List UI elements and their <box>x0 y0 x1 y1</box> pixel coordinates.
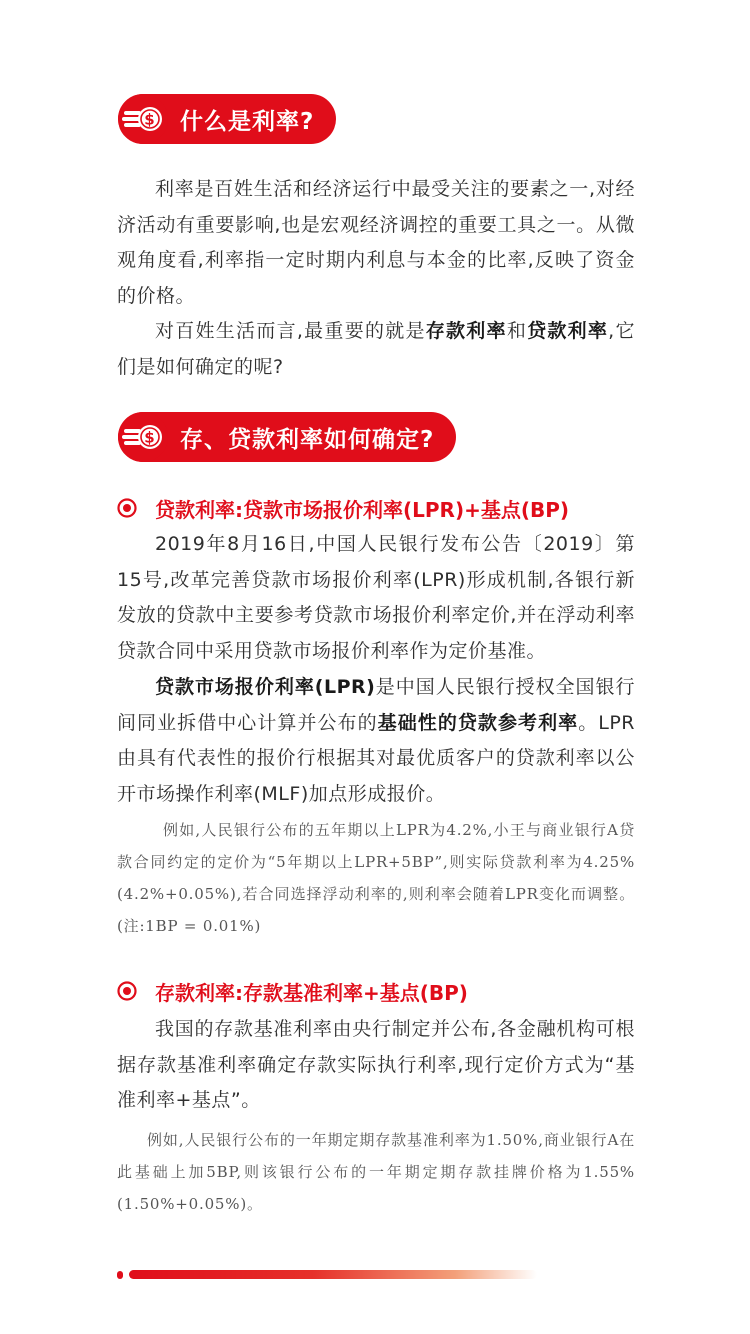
text-segment: 和 <box>506 320 528 342</box>
deposit-example-paragraph: 例如,人民银行公布的一年期定期存款基准利率为1.50%,商业银行A在此基础上加5BP,则该银行公布的一年期定期存款挂牌价格为1.55%(1.50%+0.05%)。 <box>117 1131 635 1213</box>
footer-dot <box>117 1271 123 1279</box>
section-header-how-determined <box>118 412 456 462</box>
loan-rate-heading <box>117 493 569 523</box>
text-segment: 。LPR由具有代表性的报价行根据其对最优质客户的贷款利率以公开市场操作利率(MLF)加点形成报价。 <box>117 711 635 805</box>
base-rate-term: 基础性的贷款参考利率 <box>377 711 579 734</box>
svg-text:$: $ <box>144 428 156 447</box>
section-header-what-is-rate <box>118 94 336 144</box>
deposit-rate-term: 存款利率 <box>425 320 507 342</box>
dollar-coins-icon <box>118 94 172 144</box>
loan-example-paragraph: 例如,人民银行公布的五年期以上LPR为4.2%,小王与商业银行A贷款合同约定的定价为“5年期以上LPR+5BP”,则实际贷款利率为4.25%(4.2%+0.05%),若合同选择浮动利率的,则利率会随着LPR变化而调整。(注:1BP = 0.01%) <box>117 821 635 935</box>
target-icon <box>117 498 137 518</box>
text-segment: 对百姓生活而言,最重要的就是 <box>155 320 426 342</box>
rate-definition-paragraph: 利率是百姓生活和经济运行中最受关注的要素之一,对经济活动有重要影响,也是宏观经济调控的重要工具之一。从微观角度看,利率指一定时期内利息与本金的比率,反映了资金的价格。 <box>117 178 635 307</box>
target-icon <box>117 981 137 1001</box>
footer-divider <box>117 1270 537 1280</box>
loan-rate-term: 贷款利率 <box>527 320 609 342</box>
loan-rate-heading-text: 贷款利率:贷款市场报价利率(LPR)+基点(BP) <box>155 497 570 522</box>
rate-question-paragraph <box>117 314 635 385</box>
svg-text:$: $ <box>144 110 156 129</box>
lpr-reform-paragraph: 2019年8月16日,中国人民银行发布公告〔2019〕第15号,改革完善贷款市场报价利率(LPR)形成机制,各银行新发放的贷款中主要参考贷款市场报价利率定价,并在浮动利率贷款合同中采用贷款市场报价利率作为定价基准。 <box>117 533 635 662</box>
dollar-coins-icon <box>118 412 172 462</box>
deposit-rate-heading-text: 存款利率:存款基准利率+基点(BP) <box>155 980 468 1005</box>
footer-gradient-line <box>129 1270 537 1279</box>
text-segment: 是中国人民银行授权全国银行间同业拆借中心计算并公布的 <box>117 676 635 734</box>
lpr-term: 贷款市场报价利率(LPR) <box>155 676 376 698</box>
text-segment: ,它们是如何确定的呢? <box>117 320 635 378</box>
lpr-definition-paragraph <box>117 670 635 812</box>
deposit-rate-heading <box>117 976 468 1006</box>
section-title: 什么是利率? <box>180 108 315 135</box>
deposit-rate-paragraph: 我国的存款基准利率由央行制定并公布,各金融机构可根据存款基准利率确定存款实际执行利率,现行定价方式为“基准利率+基点”。 <box>117 1018 635 1111</box>
section-title: 存、贷款利率如何确定? <box>180 426 435 453</box>
